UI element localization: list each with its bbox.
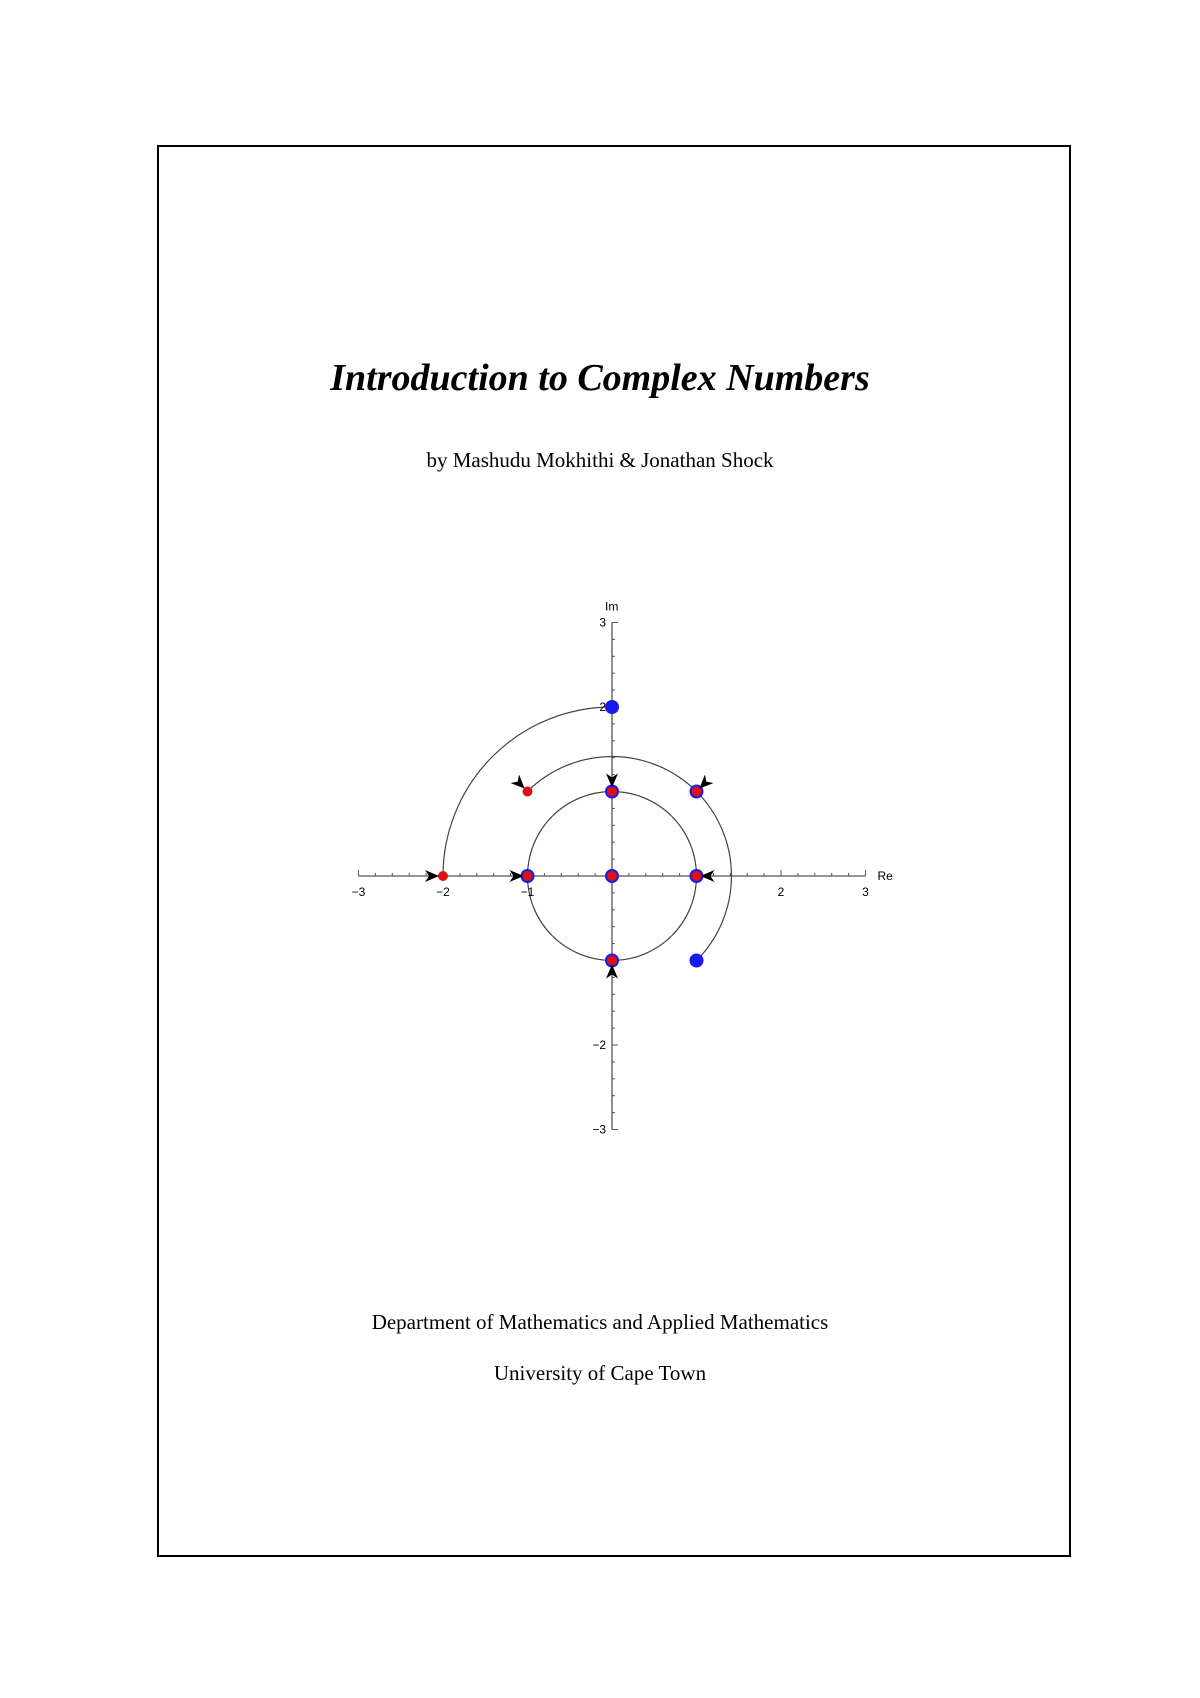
x-axis-label: Re bbox=[877, 869, 893, 883]
points-group bbox=[438, 700, 704, 968]
blue-point bbox=[690, 954, 704, 968]
x-tick-label: −3 bbox=[351, 885, 366, 899]
red-point bbox=[523, 871, 533, 881]
y-tick-label: −3 bbox=[592, 1122, 606, 1137]
y-tick-label: −2 bbox=[592, 1038, 606, 1052]
y-axis-label: Im bbox=[605, 599, 619, 614]
blue-point bbox=[605, 700, 619, 714]
document-title: Introduction to Complex Numbers bbox=[330, 357, 870, 399]
y-tick-label: 2 bbox=[599, 700, 606, 714]
university-line: University of Cape Town bbox=[493, 1361, 707, 1385]
y-tick-label: 3 bbox=[599, 615, 606, 630]
x-tick-label: −2 bbox=[436, 885, 450, 899]
red-point bbox=[607, 871, 617, 881]
red-point bbox=[692, 871, 702, 881]
x-tick-label: 2 bbox=[777, 885, 785, 899]
authors-line: by Mashudu Mokhithi & Jonathan Shock bbox=[426, 448, 774, 472]
department-line: Department of Mathematics and Applied Mathematics bbox=[371, 1310, 829, 1334]
red-point bbox=[607, 787, 617, 797]
red-point bbox=[438, 871, 448, 881]
red-point bbox=[607, 956, 617, 966]
x-tick-label: −1 bbox=[520, 885, 535, 899]
x-tick-label: 3 bbox=[862, 885, 869, 899]
curves-group bbox=[443, 707, 731, 961]
